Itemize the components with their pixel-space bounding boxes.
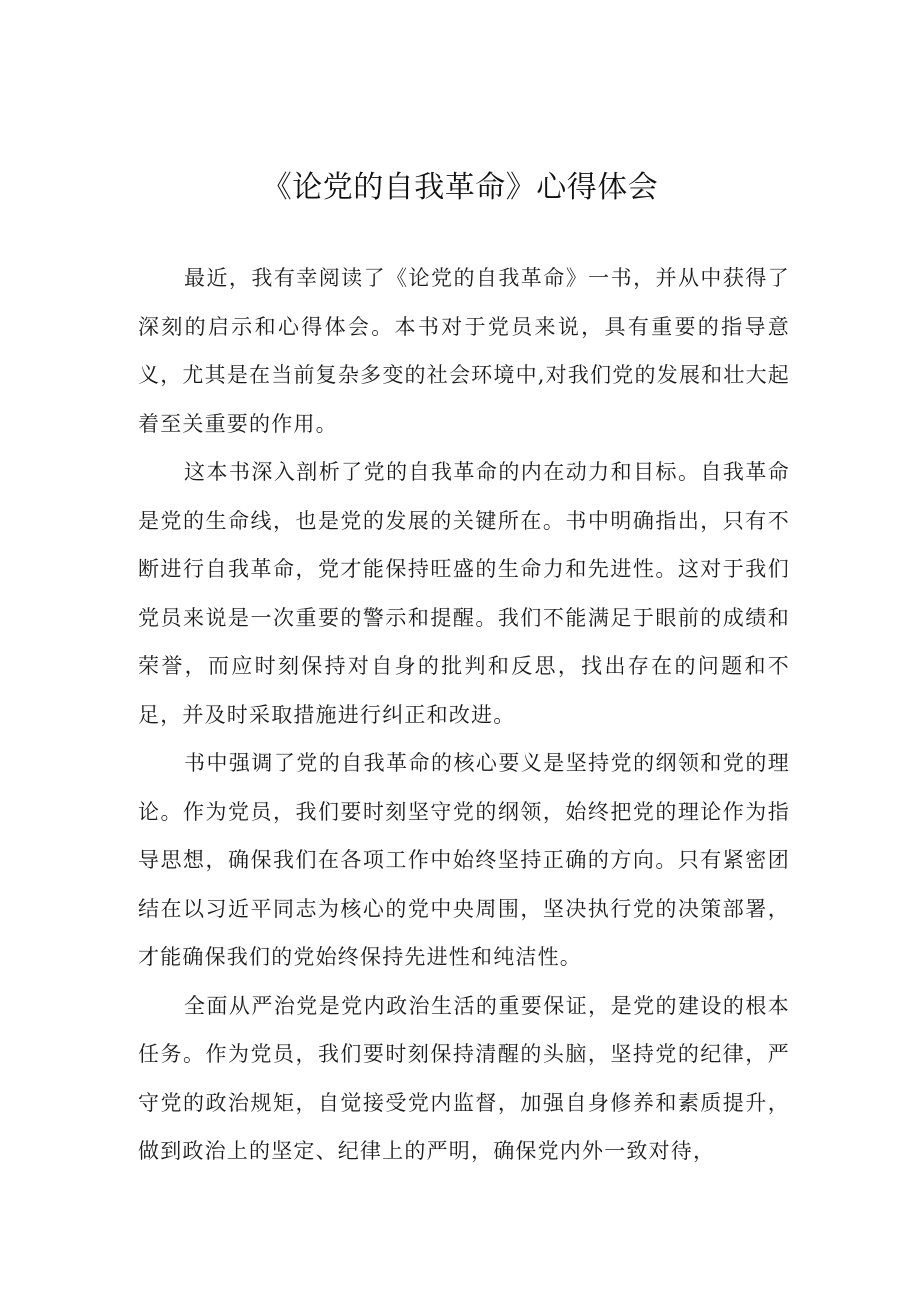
paragraph-3: 书中强调了党的自我革命的核心要义是坚持党的纲领和党的理论。作为党员，我们要时刻坚守党的纲领，始终把党的理论作为指导思想，确保我们在各项工作中始终坚持正确的方向。只有紧密团结在以习近平同志为核心的党中央周围，坚决执行党的决策部署，才能确保我们的党始终保持先进性和纯洁性。 xyxy=(138,751,790,969)
paragraph-4: 全面从严治党是党内政治生活的重要保证，是党的建设的根本任务。作为党员，我们要时刻保持清醒的头脑，坚持党的纪律，严守党的政治规矩，自觉接受党内监督，加强自身修养和素质提升，做到政治上的坚定、纪律上的严明，确保党内外一致对待， xyxy=(138,993,790,1163)
paragraph-2: 这本书深入剖析了党的自我革命的内在动力和目标。自我革命是党的生命线，也是党的发展的关键所在。书中明确指出，只有不断进行自我革命，党才能保持旺盛的生命力和先进性。这对于我们党员来说是一次重要的警示和提醒。我们不能满足于眼前的成绩和荣誉，而应时刻保持对自身的批判和反思，找出存在的问题和不足，并及时采取措施进行纠正和改进。 xyxy=(138,460,790,727)
document-body xyxy=(138,254,790,1176)
paragraph-1: 最近，我有幸阅读了《论党的自我革命》一书，并从中获得了深刻的启示和心得体会。本书对于党员来说，具有重要的指导意义，尤其是在当前复杂多变的社会环境中,对我们党的发展和壮大起着至关重要的作用。 xyxy=(138,266,790,436)
document-title: 《论党的自我革命》心得体会 xyxy=(261,170,659,205)
